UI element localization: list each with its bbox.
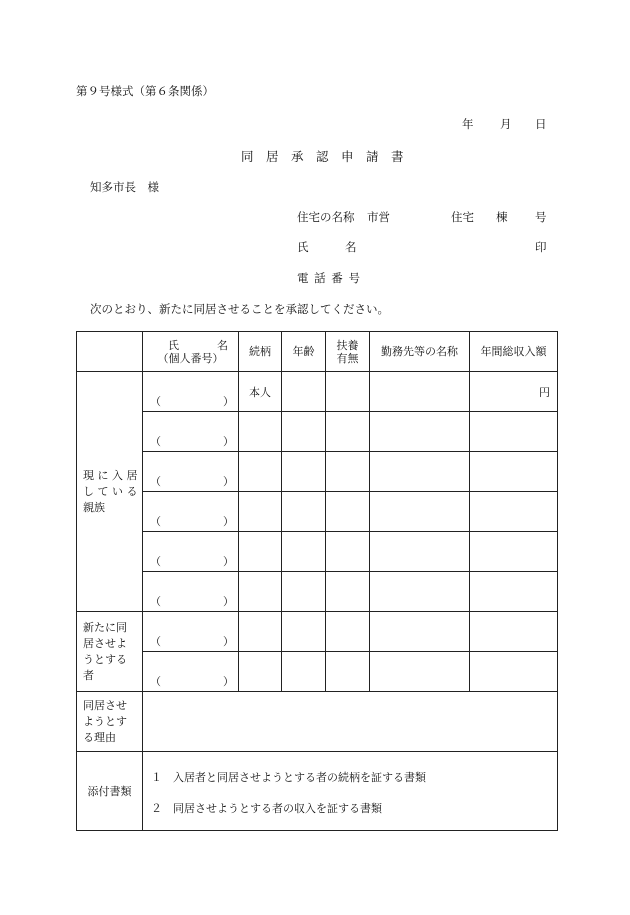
name-field[interactable]: [143, 412, 239, 452]
age-field[interactable]: [282, 652, 326, 692]
workplace-field[interactable]: [370, 372, 470, 412]
relation-field[interactable]: [239, 532, 282, 572]
header-name: [143, 332, 239, 372]
unit-label: 号: [535, 210, 547, 224]
attachments-list: [143, 752, 558, 831]
title-char: 認: [316, 149, 329, 164]
applicant-name-label-2: 名: [345, 240, 357, 254]
label-line: る理由: [83, 730, 116, 744]
title-char: 居: [266, 149, 279, 164]
relation-field[interactable]: [239, 652, 282, 692]
income-field[interactable]: [470, 612, 558, 652]
paren-close: ）: [223, 515, 234, 528]
name-field[interactable]: [143, 572, 239, 612]
paren-close: ）: [223, 395, 234, 408]
label-line: 新たに同: [83, 620, 127, 634]
new-cohabitant-label: [77, 612, 143, 692]
cohabitation-table: [76, 331, 558, 831]
date-year-label: 年: [462, 117, 474, 131]
header-corner: [77, 332, 143, 372]
income-field[interactable]: [470, 572, 558, 612]
table-row: [77, 532, 558, 572]
age-field[interactable]: [282, 532, 326, 572]
attachment-item-1: １ 入居者と同居させようとする者の続柄を証する書類: [151, 771, 426, 784]
table-row: [77, 452, 558, 492]
header-income: 年間総収入額: [470, 332, 558, 372]
header-support: [326, 332, 370, 372]
workplace-field[interactable]: [370, 652, 470, 692]
age-field[interactable]: [282, 372, 326, 412]
support-field[interactable]: [326, 572, 370, 612]
seal-mark: 印: [535, 240, 547, 254]
paren-open: （: [150, 515, 161, 528]
label-line: 親族: [83, 500, 105, 514]
paren-close: ）: [223, 635, 234, 648]
label-line: ようとす: [83, 714, 127, 728]
building-label: 棟: [496, 210, 508, 224]
paren-close: ）: [223, 675, 234, 688]
phone-label: 電 話 番 号: [297, 271, 361, 285]
workplace-field[interactable]: [370, 572, 470, 612]
header-support-1: 扶養: [336, 338, 359, 352]
attachments-row: [77, 752, 558, 831]
support-field[interactable]: [326, 652, 370, 692]
name-field[interactable]: [143, 492, 239, 532]
workplace-field[interactable]: [370, 532, 470, 572]
title-char: 同: [241, 149, 254, 164]
paren-close: ）: [223, 595, 234, 608]
label-line: 者: [83, 668, 94, 682]
paren-open: （: [150, 475, 161, 488]
income-field[interactable]: [470, 372, 558, 412]
name-field[interactable]: [143, 452, 239, 492]
header-name-left: 氏: [168, 338, 179, 352]
support-field[interactable]: [326, 612, 370, 652]
title-char: 書: [391, 149, 404, 164]
date-month-label: 月: [500, 117, 512, 131]
name-field[interactable]: [143, 532, 239, 572]
relation-field[interactable]: [239, 612, 282, 652]
title-char: 申: [341, 149, 354, 164]
paren-open: （: [150, 675, 161, 688]
header-support-2: 有無: [336, 351, 359, 365]
table-row: [77, 412, 558, 452]
table-header-row: [77, 332, 558, 372]
relation-field[interactable]: [239, 572, 282, 612]
form-number: 第９号様式（第６条関係）: [76, 84, 214, 98]
residence-label: 住宅の名称: [297, 210, 355, 224]
relation-field[interactable]: [239, 452, 282, 492]
reason-label: [77, 692, 143, 752]
paren-open: （: [150, 395, 161, 408]
label-line: 現 に 入 居: [83, 468, 138, 482]
yen-unit: 円: [539, 386, 550, 399]
table-row: [77, 652, 558, 692]
reason-field[interactable]: [143, 692, 558, 752]
support-field[interactable]: [326, 492, 370, 532]
table-row: [77, 372, 558, 412]
relation-field[interactable]: [239, 372, 282, 412]
request-text: 次のとおり、新たに同居させることを承認してください。: [90, 302, 389, 316]
paren-open: （: [150, 595, 161, 608]
header-workplace: 勤務先等の名称: [370, 332, 470, 372]
applicant-name-label-1: 氏: [297, 240, 309, 254]
workplace-field[interactable]: [370, 412, 470, 452]
date-day-label: 日: [535, 117, 547, 131]
workplace-field[interactable]: [370, 612, 470, 652]
age-field[interactable]: [282, 612, 326, 652]
attachments-label: 添付書類: [77, 752, 143, 831]
relation-field[interactable]: [239, 412, 282, 452]
paren-open: （: [150, 555, 161, 568]
header-age: 年齢: [282, 332, 326, 372]
relation-field[interactable]: [239, 492, 282, 532]
income-field[interactable]: [470, 492, 558, 532]
table-row: [77, 492, 558, 532]
title-char: 承: [291, 149, 304, 164]
income-field[interactable]: [470, 412, 558, 452]
paren-open: （: [150, 635, 161, 648]
table-row: [77, 612, 558, 652]
addressee: 知多市長 様: [90, 180, 159, 194]
title-char: 請: [366, 149, 379, 164]
support-field[interactable]: [326, 452, 370, 492]
workplace-field[interactable]: [370, 492, 470, 532]
self-label: 本人: [249, 386, 271, 399]
age-field[interactable]: [282, 452, 326, 492]
table-row: [77, 572, 558, 612]
name-field[interactable]: [143, 612, 239, 652]
paren-close: ）: [223, 555, 234, 568]
label-line: 居させよ: [83, 636, 127, 650]
attachment-item-2: ２ 同居させようとする者の収入を証する書類: [151, 802, 382, 815]
support-field[interactable]: [326, 532, 370, 572]
name-field[interactable]: [143, 652, 239, 692]
paren-close: ）: [223, 435, 234, 448]
income-field[interactable]: [470, 452, 558, 492]
label-line: 同居させ: [83, 698, 127, 712]
paren-close: ）: [223, 475, 234, 488]
header-name-sub: （個人番号）: [157, 351, 224, 365]
current-household-label: [77, 372, 143, 612]
reason-row: [77, 692, 558, 752]
age-field[interactable]: [282, 572, 326, 612]
name-field[interactable]: [143, 372, 239, 412]
age-field[interactable]: [282, 412, 326, 452]
age-field[interactable]: [282, 492, 326, 532]
workplace-field[interactable]: [370, 452, 470, 492]
income-field[interactable]: [470, 532, 558, 572]
support-field[interactable]: [326, 412, 370, 452]
label-line: し て い る: [83, 484, 138, 498]
header-name-right: 名: [217, 338, 228, 352]
residence-city: 市営: [367, 210, 390, 224]
paren-open: （: [150, 435, 161, 448]
income-field[interactable]: [470, 652, 558, 692]
header-relation: 続柄: [239, 332, 282, 372]
support-field[interactable]: [326, 372, 370, 412]
residence-house: 住宅: [451, 210, 474, 224]
label-line: うとする: [83, 652, 127, 666]
